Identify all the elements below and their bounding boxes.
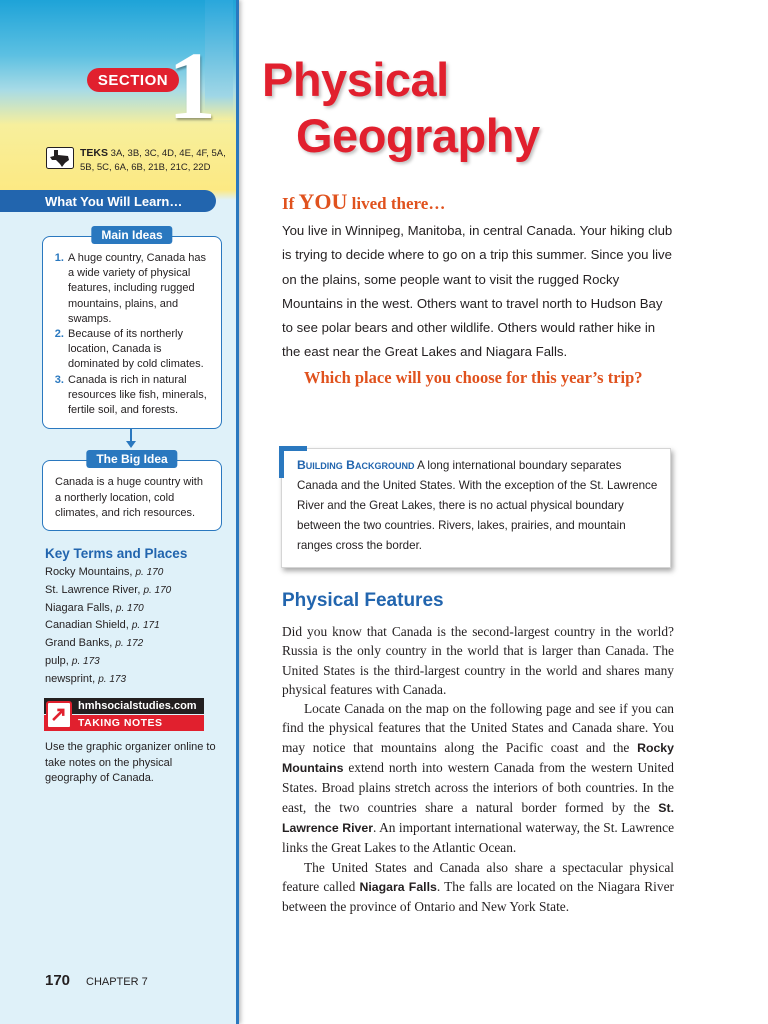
key-term-item: newsprint, p. 173: [45, 672, 127, 685]
taking-notes-label: TAKING NOTES: [44, 715, 204, 731]
key-term: Niagara Falls: [359, 879, 437, 894]
main-ideas-box: [42, 228, 222, 429]
paragraph: Did you know that Canada is the second-largest country in the world? Russia is the only country in the world that is larger than Canada. The United States is the third-largest country in the world and shares many physical features with Canada.: [282, 624, 674, 697]
page-number: 170: [45, 972, 71, 989]
down-arrow-icon: [126, 441, 136, 448]
section-heading: Physical Features: [282, 590, 444, 611]
main-idea-item: 1. A huge country, Canada has a wide variety of physical features, including rugged mountains, plains, and swamps.: [67, 251, 213, 327]
if-you-heading: If YOU lived there…: [282, 189, 446, 214]
key-terms: [45, 546, 225, 689]
external-link-icon: [46, 701, 72, 729]
main-ideas-list: [43, 237, 221, 418]
paragraph: The United States and Canada also share a spectacular physical feature called Niagara Falls. The falls are located on the Niagara River between the province of Ontario and New York State.: [282, 859, 674, 915]
main-idea-item: 3. Canada is rich in natural resources like fish, minerals, fertile soil, and forests.: [67, 373, 213, 419]
page-title: [262, 52, 540, 164]
chapter-label: CHAPTER 7: [86, 976, 148, 988]
box-corner: [279, 446, 307, 451]
building-background-label: Building Background: [297, 458, 415, 472]
big-idea-box: [42, 452, 222, 531]
scenario-text: You live in Winnipeg, Manitoba, in central Canada. Your hiking club is trying to decide where to go on a trip this summer. Since you live on the plains, some people want to visit the rugged Rocky Mountains in the west. Others want to travel north to Hudson Bay to see polar bears and other wildlife. Others would rather hike in the east near the Great Lakes and Niagara Falls.: [282, 223, 673, 360]
online-link[interactable]: [44, 698, 204, 732]
key-term-item: St. Lawrence River, p. 170: [45, 583, 172, 596]
main-ideas-label: Main Ideas: [91, 226, 172, 244]
teks-label: TEKS: [80, 147, 109, 159]
texas-map-icon: [46, 147, 74, 169]
notes-text: Use the graphic organizer online to take notes on the physical geography of Canada.: [45, 741, 216, 784]
site-label[interactable]: hmhsocialstudies.com: [44, 698, 204, 714]
body-text: [282, 622, 674, 916]
teks-block: [46, 146, 231, 175]
key-terms-heading: Key Terms and Places: [45, 546, 188, 561]
key-term-item: Rocky Mountains, p. 170: [45, 566, 164, 578]
key-term: Rocky Mountains: [282, 740, 674, 776]
key-term-item: Niagara Falls, p. 170: [45, 601, 144, 614]
scenario-question: Which place will you choose for this year’s trip?: [304, 368, 643, 387]
paragraph: Locate Canada on the map on the following page and see if you can find the physical features that the United States and Canada share. You may notice that mountains along the Pacific coast and the Rocky Mountains extend north into western Canada from the western United States. Broad plains stretch across the interiors of both countries. In the east, the two countries share a natural border formed by the St. Lawrence River. An important international waterway, the St. Lawrence links the Great Lakes to the Atlantic Ocean.: [282, 701, 675, 856]
big-idea-text: Canada is a huge country with a northerly location, cold climates, and rich resources.: [55, 476, 203, 519]
key-term-item: pulp, p. 173: [45, 654, 100, 667]
building-background-text: Building Background A long international boundary separates Canada and the United States. With the exception of the St. Lawrence River and the Great Lakes, there is no actual physical boundary between the two countries. Rivers, lakes, prairies, and mountain ranges cross the border.: [297, 458, 658, 552]
key-term: St. Lawrence River: [282, 800, 674, 835]
main-idea-item: 2. Because of its northerly location, Canada is dominated by cold climates.: [67, 327, 213, 373]
section-number: 1: [168, 32, 216, 139]
title-line-2: Geography: [296, 109, 540, 162]
learn-heading: What You Will Learn…: [0, 190, 216, 212]
big-idea-label: The Big Idea: [86, 450, 177, 468]
section-label: SECTION: [87, 68, 179, 92]
key-term-item: Grand Banks, p. 172: [45, 637, 144, 650]
teks-codes: 3A, 3B, 3C, 4D, 4E, 4F, 5A, 5B, 5C, 6A, 6B, 21B, 21C, 22D: [80, 148, 226, 173]
key-term-item: Canadian Shield, p. 171: [45, 619, 160, 632]
title-line-1: Physical: [262, 53, 449, 106]
